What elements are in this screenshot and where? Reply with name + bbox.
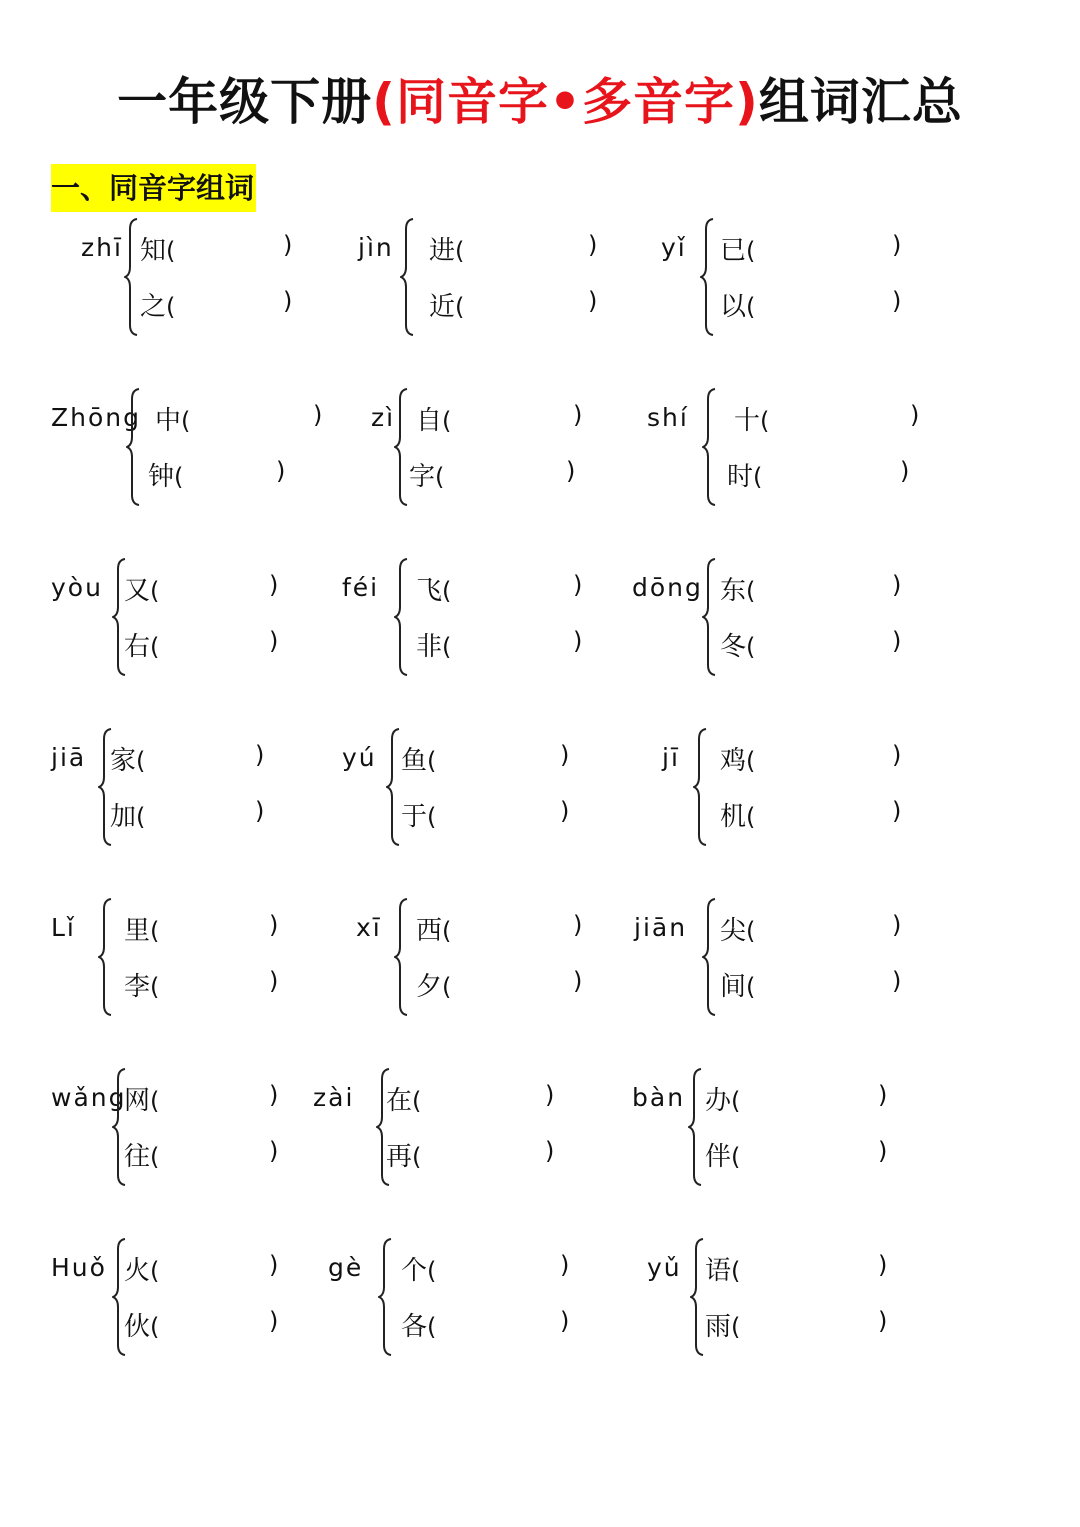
answer-blank-close-paren[interactable]: ) xyxy=(269,1251,279,1279)
pinyin-label: yǐ xyxy=(661,233,687,262)
character: 家 xyxy=(110,746,137,776)
character: 机 xyxy=(720,802,747,832)
character: 于 xyxy=(401,802,428,832)
character-entry xyxy=(720,740,755,777)
pinyin-label: jiā xyxy=(51,743,87,772)
pinyin-label: bàn xyxy=(632,1083,686,1112)
open-paren: ( xyxy=(731,1143,741,1171)
character-entry xyxy=(124,570,159,607)
brace-icon xyxy=(394,387,408,507)
answer-blank-close-paren[interactable]: ) xyxy=(269,911,279,939)
brace-icon xyxy=(688,1067,702,1187)
character: 在 xyxy=(386,1086,413,1116)
character-entry xyxy=(705,1250,740,1287)
character: 进 xyxy=(429,236,456,266)
answer-blank-close-paren[interactable]: ) xyxy=(892,627,902,655)
character-entry xyxy=(155,400,190,437)
character-entry xyxy=(124,1250,159,1287)
answer-blank-close-paren[interactable]: ) xyxy=(283,231,293,259)
open-paren: ( xyxy=(412,1143,422,1171)
character: 中 xyxy=(155,406,182,436)
character: 自 xyxy=(416,406,443,436)
pinyin-label: jiān xyxy=(634,913,688,942)
open-paren: ( xyxy=(746,973,756,1001)
answer-blank-close-paren[interactable]: ) xyxy=(900,457,910,485)
brace-icon xyxy=(693,727,707,847)
answer-blank-close-paren[interactable]: ) xyxy=(892,231,902,259)
answer-blank-close-paren[interactable]: ) xyxy=(588,231,598,259)
open-paren: ( xyxy=(427,1313,437,1341)
open-paren: ( xyxy=(746,917,756,945)
character-entry xyxy=(720,910,755,947)
character: 鱼 xyxy=(401,746,428,776)
character: 夕 xyxy=(416,972,443,1002)
character-entry xyxy=(401,1306,436,1343)
open-paren: ( xyxy=(455,293,465,321)
brace-icon xyxy=(394,557,408,677)
brace-icon xyxy=(702,897,716,1017)
open-paren: ( xyxy=(166,237,176,265)
answer-blank-close-paren[interactable]: ) xyxy=(892,911,902,939)
character-entry xyxy=(110,740,145,777)
character: 里 xyxy=(124,916,151,946)
character: 李 xyxy=(124,972,151,1002)
answer-blank-close-paren[interactable]: ) xyxy=(545,1081,555,1109)
open-paren: ( xyxy=(150,1257,160,1285)
brace-icon xyxy=(400,217,414,337)
character-entry xyxy=(416,570,451,607)
character: 冬 xyxy=(720,632,747,662)
character: 尖 xyxy=(720,916,747,946)
character-entry xyxy=(416,400,451,437)
character: 再 xyxy=(386,1142,413,1172)
open-paren: ( xyxy=(150,973,160,1001)
open-paren: ( xyxy=(435,463,445,491)
open-paren: ( xyxy=(150,1313,160,1341)
character-entry xyxy=(124,1306,159,1343)
character: 伴 xyxy=(705,1142,732,1172)
character: 已 xyxy=(720,236,747,266)
character: 各 xyxy=(401,1312,428,1342)
character: 右 xyxy=(124,632,151,662)
character: 往 xyxy=(124,1142,151,1172)
character-entry xyxy=(140,286,175,323)
answer-blank-close-paren[interactable]: ) xyxy=(313,401,323,429)
character: 鸡 xyxy=(720,746,747,776)
character: 时 xyxy=(727,462,754,492)
character-entry xyxy=(124,966,159,1003)
open-paren: ( xyxy=(181,407,191,435)
character: 办 xyxy=(705,1086,732,1116)
open-paren: ( xyxy=(455,237,465,265)
character-entry xyxy=(720,796,755,833)
character: 伙 xyxy=(124,1312,151,1342)
character-entry xyxy=(416,966,451,1003)
answer-blank-close-paren[interactable]: ) xyxy=(573,967,583,995)
open-paren: ( xyxy=(442,917,452,945)
brace-icon xyxy=(700,217,714,337)
answer-blank-close-paren[interactable]: ) xyxy=(269,627,279,655)
brace-icon xyxy=(394,897,408,1017)
open-paren: ( xyxy=(442,633,452,661)
brace-icon xyxy=(702,387,716,507)
character: 以 xyxy=(720,292,747,322)
answer-blank-close-paren[interactable]: ) xyxy=(269,571,279,599)
character-entry xyxy=(720,286,755,323)
answer-blank-close-paren[interactable]: ) xyxy=(255,797,265,825)
pinyin-label: Zhōng xyxy=(51,403,141,432)
open-paren: ( xyxy=(746,237,756,265)
open-paren: ( xyxy=(150,917,160,945)
brace-icon xyxy=(124,217,138,337)
open-paren: ( xyxy=(174,463,184,491)
character-entry xyxy=(124,1080,159,1117)
answer-blank-close-paren[interactable]: ) xyxy=(276,457,286,485)
answer-blank-close-paren[interactable]: ) xyxy=(892,967,902,995)
character: 火 xyxy=(124,1256,151,1286)
answer-blank-close-paren[interactable]: ) xyxy=(588,287,598,315)
character-entry xyxy=(705,1306,740,1343)
character-entry xyxy=(401,796,436,833)
pinyin-label: Huǒ xyxy=(51,1253,107,1282)
pinyin-label: yú xyxy=(342,743,377,772)
answer-blank-close-paren[interactable]: ) xyxy=(560,741,570,769)
answer-blank-close-paren[interactable]: ) xyxy=(892,287,902,315)
answer-blank-close-paren[interactable]: ) xyxy=(878,1307,888,1335)
answer-blank-close-paren[interactable]: ) xyxy=(255,741,265,769)
character-entry xyxy=(727,456,762,493)
character-entry xyxy=(386,1080,421,1117)
character: 个 xyxy=(401,1256,428,1286)
brace-icon xyxy=(126,387,140,507)
answer-blank-close-paren[interactable]: ) xyxy=(269,967,279,995)
answer-blank-close-paren[interactable]: ) xyxy=(283,287,293,315)
open-paren: ( xyxy=(412,1087,422,1115)
open-paren: ( xyxy=(760,407,770,435)
pinyin-label: zì xyxy=(371,403,396,432)
character-entry xyxy=(720,230,755,267)
open-paren: ( xyxy=(442,407,452,435)
character-entry xyxy=(110,796,145,833)
open-paren: ( xyxy=(150,633,160,661)
pinyin-label: xī xyxy=(356,913,382,942)
character: 之 xyxy=(140,292,167,322)
character: 十 xyxy=(734,406,761,436)
character-entry xyxy=(705,1080,740,1117)
character-entry xyxy=(409,456,444,493)
answer-blank-close-paren[interactable]: ) xyxy=(269,1081,279,1109)
pinyin-label: wǎng xyxy=(51,1083,127,1112)
brace-icon xyxy=(378,1237,392,1357)
answer-blank-close-paren[interactable]: ) xyxy=(560,1307,570,1335)
open-paren: ( xyxy=(746,633,756,661)
character: 非 xyxy=(416,632,443,662)
answer-blank-close-paren[interactable]: ) xyxy=(892,571,902,599)
pinyin-label: jìn xyxy=(358,233,394,262)
character: 字 xyxy=(409,462,436,492)
answer-blank-close-paren[interactable]: ) xyxy=(566,457,576,485)
answer-blank-close-paren[interactable]: ) xyxy=(878,1137,888,1165)
character-entry xyxy=(124,910,159,947)
character-entry xyxy=(734,400,769,437)
open-paren: ( xyxy=(136,803,146,831)
answer-blank-close-paren[interactable]: ) xyxy=(573,401,583,429)
answer-blank-close-paren[interactable]: ) xyxy=(878,1081,888,1109)
character-entry xyxy=(140,230,175,267)
character: 网 xyxy=(124,1086,151,1116)
character: 西 xyxy=(416,916,443,946)
pinyin-label: zhī xyxy=(81,233,123,262)
character: 语 xyxy=(705,1256,732,1286)
character-entry xyxy=(429,230,464,267)
pinyin-label: féi xyxy=(342,573,380,602)
answer-blank-close-paren[interactable]: ) xyxy=(573,627,583,655)
pinyin-label: gè xyxy=(328,1253,364,1282)
character-entry xyxy=(386,1136,421,1173)
character-entry xyxy=(401,1250,436,1287)
character-entry xyxy=(705,1136,740,1173)
pinyin-label: dōng xyxy=(632,573,703,602)
answer-blank-close-paren[interactable]: ) xyxy=(545,1137,555,1165)
character: 近 xyxy=(429,292,456,322)
character-entry xyxy=(416,626,451,663)
answer-blank-close-paren[interactable]: ) xyxy=(269,1137,279,1165)
brace-icon xyxy=(690,1237,704,1357)
open-paren: ( xyxy=(731,1257,741,1285)
pinyin-label: yòu xyxy=(51,573,103,602)
page-title xyxy=(0,62,1080,134)
character: 钟 xyxy=(148,462,175,492)
character-entry xyxy=(720,626,755,663)
character: 加 xyxy=(110,802,137,832)
character: 又 xyxy=(124,576,151,606)
pinyin-label: Lǐ xyxy=(51,913,76,942)
answer-blank-close-paren[interactable]: ) xyxy=(910,401,920,429)
character: 间 xyxy=(720,972,747,1002)
open-paren: ( xyxy=(150,577,160,605)
pinyin-label: zài xyxy=(313,1083,355,1112)
title-part-3: 组词汇总 xyxy=(758,73,963,131)
character-entry xyxy=(401,740,436,777)
pinyin-label: shí xyxy=(647,403,689,432)
answer-blank-close-paren[interactable]: ) xyxy=(878,1251,888,1279)
open-paren: ( xyxy=(746,803,756,831)
character-entry xyxy=(429,286,464,323)
character-entry xyxy=(720,966,755,1003)
open-paren: ( xyxy=(731,1313,741,1341)
section-heading: 一、同音字组词 xyxy=(51,164,256,212)
open-paren: ( xyxy=(753,463,763,491)
answer-blank-close-paren[interactable]: ) xyxy=(573,911,583,939)
open-paren: ( xyxy=(136,747,146,775)
answer-blank-close-paren[interactable]: ) xyxy=(892,741,902,769)
character: 飞 xyxy=(416,576,443,606)
pinyin-label: jī xyxy=(662,743,680,772)
open-paren: ( xyxy=(746,747,756,775)
answer-blank-close-paren[interactable]: ) xyxy=(560,1251,570,1279)
brace-icon xyxy=(702,557,716,677)
open-paren: ( xyxy=(427,1257,437,1285)
brace-icon xyxy=(386,727,400,847)
pinyin-label: yǔ xyxy=(647,1253,682,1282)
answer-blank-close-paren[interactable]: ) xyxy=(560,797,570,825)
character: 雨 xyxy=(705,1312,732,1342)
open-paren: ( xyxy=(427,803,437,831)
open-paren: ( xyxy=(746,293,756,321)
character-entry xyxy=(416,910,451,947)
answer-blank-close-paren[interactable]: ) xyxy=(892,797,902,825)
answer-blank-close-paren[interactable]: ) xyxy=(269,1307,279,1335)
open-paren: ( xyxy=(442,577,452,605)
title-part-2: (同音字•多音字) xyxy=(372,73,759,131)
answer-blank-close-paren[interactable]: ) xyxy=(573,571,583,599)
brace-icon xyxy=(98,897,112,1017)
open-paren: ( xyxy=(427,747,437,775)
open-paren: ( xyxy=(442,973,452,1001)
character-entry xyxy=(124,626,159,663)
open-paren: ( xyxy=(746,577,756,605)
open-paren: ( xyxy=(150,1087,160,1115)
character-entry xyxy=(124,1136,159,1173)
character: 东 xyxy=(720,576,747,606)
character-entry xyxy=(720,570,755,607)
open-paren: ( xyxy=(150,1143,160,1171)
open-paren: ( xyxy=(166,293,176,321)
character-entry xyxy=(148,456,183,493)
character: 知 xyxy=(140,236,167,266)
title-part-1: 一年级下册 xyxy=(117,73,373,131)
open-paren: ( xyxy=(731,1087,741,1115)
